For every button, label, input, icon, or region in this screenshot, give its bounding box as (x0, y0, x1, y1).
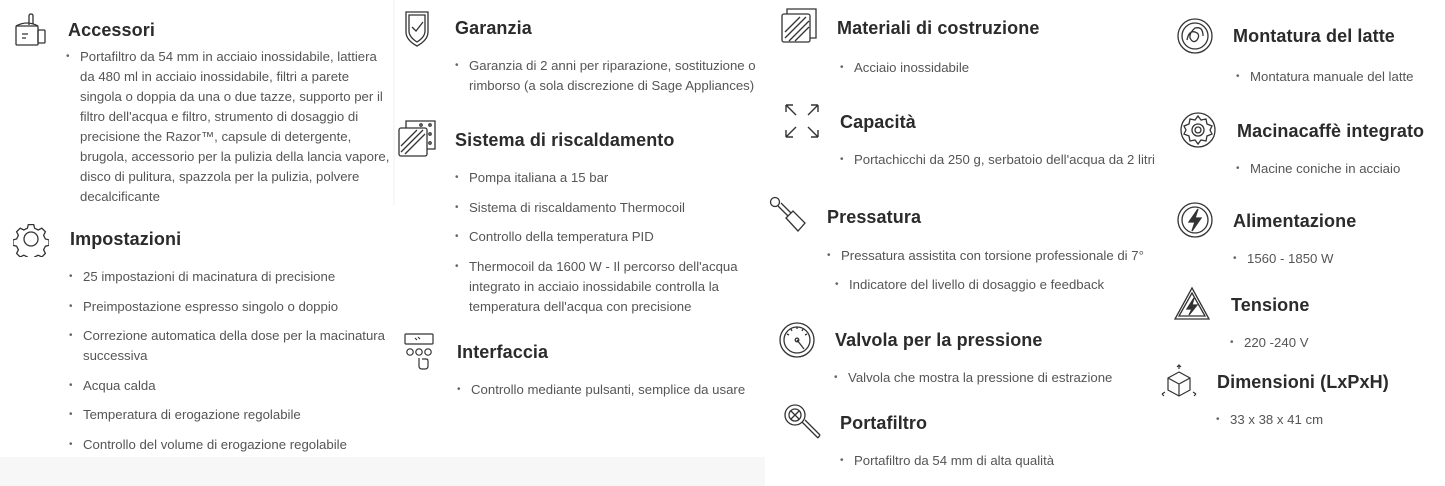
list-item: • Garanzia di 2 anni per riparazione, sostituzione o rimborso (a sola discrezione di Sage Appliances) (455, 56, 765, 96)
list-item: • Portachicchi da 250 g, serbatoio dell'acqua da 2 litri (840, 150, 1165, 170)
pressatura-title: Pressatura (827, 207, 922, 227)
list-item: • Controllo della temperatura PID (455, 227, 765, 247)
capacita-list (840, 150, 1165, 180)
list-item: • 25 impostazioni di macinatura di precisione (69, 267, 395, 287)
dimensioni-list (1216, 410, 1436, 440)
list-item: • Indicatore del livello di dosaggio e feedback (835, 275, 1157, 295)
expand-arrows-icon (782, 101, 822, 141)
steel-plate-icon (779, 6, 819, 46)
dimensions-cube-icon (1160, 363, 1198, 401)
list-item: • Pompa italiana a 15 bar (455, 168, 765, 188)
materiali-title: Materiali di costruzione (837, 18, 1040, 38)
portafiltro-list (840, 451, 1165, 481)
portafiltro-title: Portafiltro (840, 413, 928, 433)
interfaccia-title: Interfaccia (457, 342, 549, 362)
heating-panel-icon (396, 118, 438, 160)
list-item: • Temperatura di erogazione regolabile (69, 405, 395, 425)
interfaccia-list (457, 380, 767, 410)
list-item: • Acciaio inossidabile (840, 58, 1160, 78)
list-item: • Acqua calda (69, 376, 395, 396)
latte-list (1236, 67, 1441, 97)
portafilter-icon (782, 402, 824, 444)
list-item: • Portafiltro da 54 mm di alta qualità (840, 451, 1165, 471)
capacita-title: Capacità (840, 112, 916, 132)
paint-bucket-icon (12, 12, 48, 48)
tensione-list (1230, 333, 1435, 363)
alimentazione-title: Alimentazione (1233, 211, 1357, 231)
macinacaffe-title: Macinacaffè integrato (1237, 121, 1425, 141)
list-item: • Preimpostazione espresso singolo o doppio (69, 297, 395, 317)
list-item: • 1560 - 1850 W (1233, 249, 1438, 269)
grinder-burr-icon (1178, 110, 1218, 150)
milk-froth-icon (1175, 16, 1215, 56)
accessori-list (66, 47, 392, 217)
lightning-circle-icon (1175, 200, 1215, 240)
riscaldamento-list (455, 168, 765, 326)
gear-icon (13, 221, 49, 257)
tamper-icon (768, 195, 810, 237)
impostazioni-list (69, 267, 395, 464)
valvola-title: Valvola per la pressione (835, 330, 1043, 350)
control-panel-icon (402, 331, 436, 371)
list-item: • Valvola che mostra la pressione di estrazione (834, 368, 1159, 388)
pressure-gauge-icon (777, 320, 817, 360)
list-item: • 33 x 38 x 41 cm (1216, 410, 1436, 430)
latte-title: Montatura del latte (1233, 26, 1395, 46)
macinacaffe-list (1236, 159, 1441, 189)
list-item: • Macine coniche in acciaio (1236, 159, 1441, 179)
list-item: • Portafiltro da 54 mm in acciaio inossidabile, lattiera da 480 ml in acciaio inossidabile, filtri a parete singola o doppia da una o due tazze, supporto per il filtro dell'acqua e filtro, strumento di dosaggio di precisione the Razor™, capsule di detergente, brugola, accessorio per la pulizia della lancia vapore, disco di pulitura, spazzola per la pulizia, polvere decalcificante (66, 47, 392, 207)
accessori-title: Accessori (68, 20, 155, 40)
list-item: • Thermocoil da 1600 W - Il percorso dell'acqua integrato in acciaio inossidabile controlla la temperatura dell'acqua con precisione (455, 257, 765, 317)
pressatura-list (827, 246, 1157, 305)
list-item: • Sistema di riscaldamento Thermocoil (455, 198, 765, 218)
valvola-list (834, 368, 1159, 398)
garanzia-title: Garanzia (455, 18, 532, 38)
list-item: • Correzione automatica della dose per la macinatura successiva (69, 326, 395, 366)
tensione-title: Tensione (1231, 295, 1310, 315)
impostazioni-title: Impostazioni (70, 229, 182, 249)
shield-check-icon (400, 8, 434, 48)
list-item: • 220 -240 V (1230, 333, 1435, 353)
alimentazione-list (1233, 249, 1438, 279)
high-voltage-icon (1172, 285, 1212, 323)
list-item: • Controllo mediante pulsanti, semplice da usare (457, 380, 767, 400)
list-item: • Pressatura assistita con torsione professionale di 7° (827, 246, 1157, 266)
garanzia-list (455, 56, 765, 106)
list-item: • Montatura manuale del latte (1236, 67, 1441, 87)
dimensioni-title: Dimensioni (LxPxH) (1217, 372, 1389, 392)
list-item: • Controllo del volume di erogazione regolabile (69, 435, 395, 455)
materiali-list (840, 58, 1160, 88)
riscaldamento-title: Sistema di riscaldamento (455, 130, 675, 150)
